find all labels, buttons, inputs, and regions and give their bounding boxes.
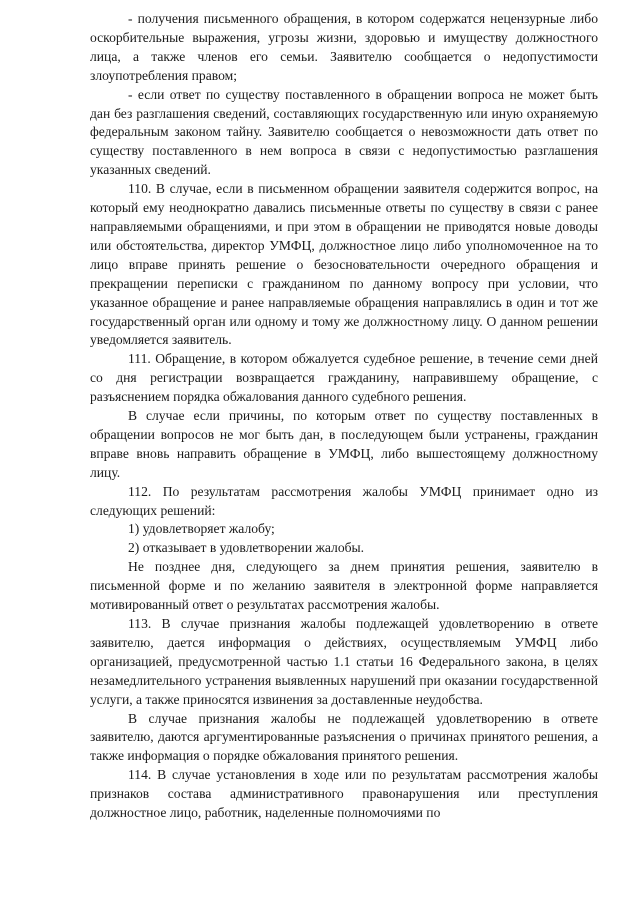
paragraph: Не позднее дня, следующего за днем принятия решения, заявителю в письменной форме и по желанию заявителя в электронной форме направляется мотивированный ответ о результатах рассмотрения жалобы. [90, 559, 598, 613]
paragraph: В случае если причины, по которым ответ по существу поставленных в обращении вопросов не мог быть дан, в последующем были устранены, гражданин вправе вновь направить обращение в УМФЦ, либо вышестоящему должностному лицу. [90, 408, 598, 480]
list-item: 1) удовлетворяет жалобу; [128, 521, 275, 537]
paragraph: 110. В случае, если в письменном обращении заявителя содержится вопрос, на который ему неоднократно давались письменные ответы по существу в связи с ранее направляемыми обращениями, и при этом в обращении не приводятся новые доводы или обстоятельства, директор УМФЦ, должностное лицо либо уполномоченное на то лицо вправе принять решение о безосновательности очередного обращения и прекращении переписки с гражданином по данному вопросу при условии, что указанное обращение и ранее направляемые обращения направлялись в один и тот же государственный орган или одному и тому же должностному лицу. О данном решении уведомляется заявитель. [90, 181, 598, 348]
paragraph: - получения письменного обращения, в котором содержатся нецензурные либо оскорбительные выражения, угрозы жизни, здоровью и имуществу должностного лица, а также членов его семьи. Заявителю сообщается о недопустимости злоупотребления правом; [90, 11, 598, 83]
paragraph: 113. В случае признания жалобы подлежащей удовлетворению в ответе заявителю, дается информация о действиях, осуществляемым УМФЦ либо организацией, предусмотренной частью 1.1 статьи 16 Федерального закона, в целях незамедлительного устранения выявленных нарушений при оказании государственной услуги, а также приносятся извинения за доставленные неудобства. [90, 616, 598, 707]
paragraph: 111. Обращение, в котором обжалуется судебное решение, в течение семи дней со дня регистрации возвращается гражданину, направившему обращение, с разъяснением порядка обжалования данного судебного решения. [90, 351, 598, 405]
paragraph: - если ответ по существу поставленного в обращении вопроса не может быть дан без разглашения сведений, составляющих государственную или иную охраняемую федеральным законом тайну. Заявителю сообщается о невозможности дать ответ по существу поставленного в нем вопроса в связи с недопустимостью разглашения указанных сведений. [90, 86, 598, 178]
document-body [90, 10, 598, 823]
paragraph: 112. По результатам рассмотрения жалобы УМФЦ принимает одно из следующих решений: [90, 483, 598, 518]
paragraph: В случае признания жалобы не подлежащей удовлетворению в ответе заявителю, даются аргументированные разъяснения о причинах принятого решения, а также информация о порядке обжалования принятого решения. [90, 710, 598, 764]
paragraph: 114. В случае установления в ходе или по результатам рассмотрения жалобы признаков состава административного правонарушения или преступления должностное лицо, работник, наделенные полномочиями по [90, 767, 598, 821]
list-item: 2) отказывает в удовлетворении жалобы. [128, 540, 365, 556]
